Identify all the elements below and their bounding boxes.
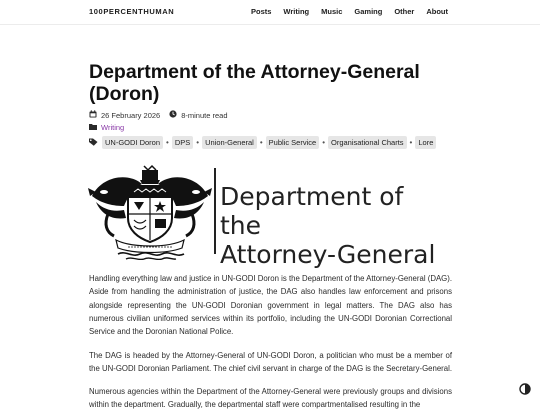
main-nav [251,7,448,16]
tag-organisational-charts[interactable]: Organisational Charts [328,136,407,149]
contrast-icon [519,383,531,395]
post-meta-date [89,110,228,120]
tag-dps[interactable]: DPS [172,136,193,149]
tag-lore[interactable]: Lore [415,136,436,149]
banner-divider [214,168,216,254]
tag-separator: • [322,138,325,147]
banner-title-line2: Attorney-General [220,240,436,269]
site-title[interactable]: 100PERCENTHUMAN [89,7,175,16]
folder-icon [89,123,97,132]
post-date: 26 February 2026 [101,110,161,120]
banner-title [220,182,450,269]
post-banner [88,162,450,269]
nav-posts[interactable]: Posts [250,7,272,16]
nav-other[interactable]: Other [394,7,415,16]
theme-toggle-button[interactable] [519,382,531,394]
nav-gaming[interactable]: Gaming [354,7,383,16]
site-header [0,0,540,24]
tag-separator: • [166,138,169,147]
post-paragraph: Handling everything law and justice in UN-GODI Doron is the Department of the Attorney-General (DAG). Aside from handling the administration of justice, the DAG also handles law enforcement and prisons alongside representing the UN-GODI Doronian government in legal matters. The DAG also has numerous civilian uniformed services within its portfolio, including the UN-GODI Doronian Correctional Service and the Doronian National Police. [89,274,452,337]
nav-music[interactable]: Music [321,7,343,16]
post-meta-tags [89,136,436,149]
coat-of-arms-emblem [88,162,212,260]
tag-union-general[interactable]: Union-General [202,136,257,149]
post-title: Department of the Attorney-General (Doron) [89,61,420,105]
tag-un-godi-doron[interactable]: UN-GODI Doron [102,136,163,149]
banner-title-line1: Department of the [220,182,404,240]
tag-separator: • [259,138,263,147]
clock-icon [169,110,177,120]
tag-separator: • [409,138,413,147]
tag-public-service[interactable]: Public Service [266,136,320,149]
nav-about[interactable]: About [426,7,448,16]
tag-list [102,136,436,149]
post-meta-category [89,123,124,132]
post-paragraph: The DAG is headed by the Attorney-General of UN-GODI Doron, a politician who must be a member of the UN-GODI Doronian Parliament. The chief civil servant in charge of the DAG is the Secretary-General. [89,351,452,374]
post-paragraph: Numerous agencies within the Department of the Attorney-General were previously groups and divisions within the department. Gradually, the departmental staff were compartmentalised resulting in the [89,387,452,410]
tag-icon [89,138,98,148]
category-link[interactable]: Writing [101,123,125,132]
calendar-icon [89,110,97,120]
nav-writing[interactable]: Writing [283,7,310,16]
header-divider [0,24,540,25]
post-read-time: 8-minute read [181,110,228,120]
tag-separator: • [196,138,200,147]
